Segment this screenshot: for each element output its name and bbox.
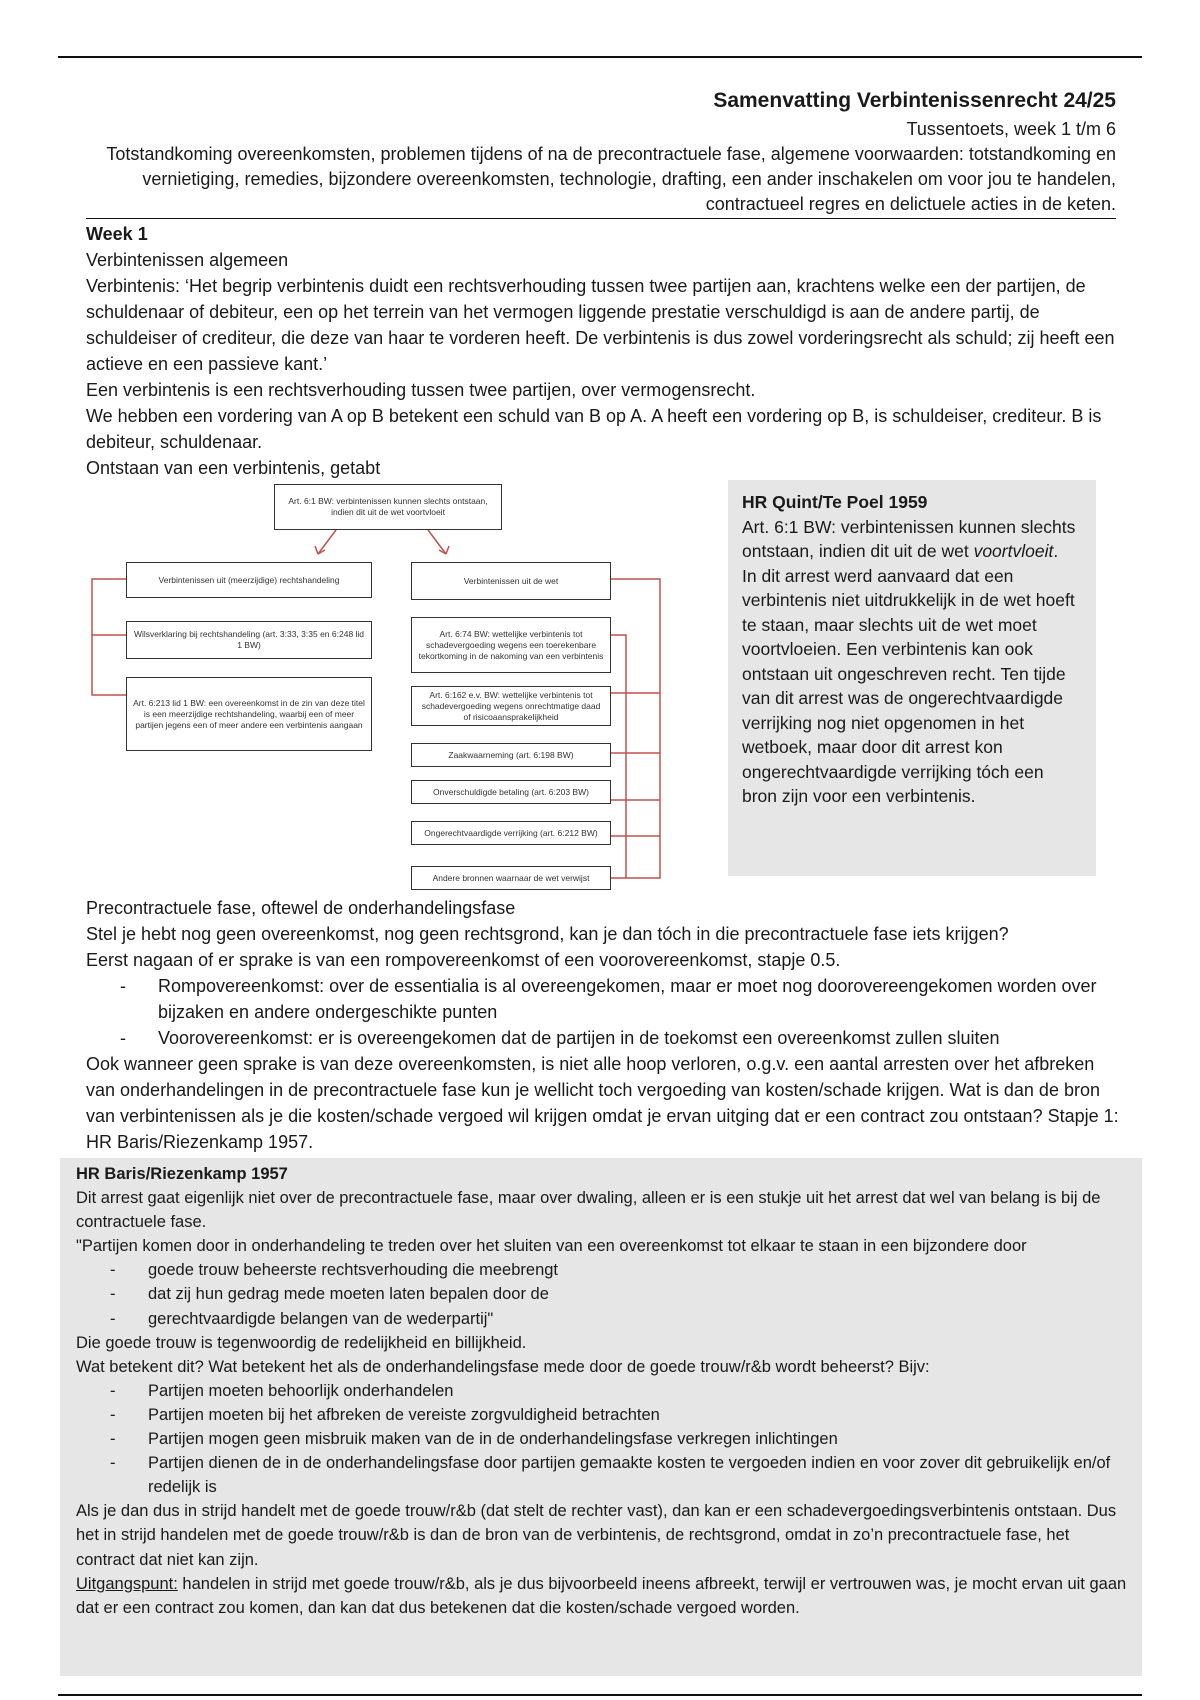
- document-header: [86, 86, 1116, 219]
- paragraph: Stel je hebt nog geen overeenkomst, nog geen rechtsgrond, kan je dan tóch in die precontractuele fase iets krijgen?: [86, 924, 1009, 944]
- diagram-right-item: Ongerechtvaardigde verrijking (art. 6:212 BW): [411, 821, 611, 845]
- case-title: HR Quint/Te Poel 1959: [742, 492, 928, 512]
- document-subtitle: Tussentoets, week 1 t/m 6: [906, 119, 1116, 139]
- paragraph: We hebben een vordering van A op B betekent een schuld van B op A. A heeft een vordering op B, is schuldeiser, crediteur. B is debiteur, schuldenaar.: [86, 406, 1102, 452]
- diagram-right-item: Onverschuldigde betaling (art. 6:203 BW): [411, 780, 611, 804]
- document-title: Samenvatting Verbintenissenrecht 24/25: [713, 89, 1116, 112]
- diagram-right-item: Andere bronnen waarnaar de wet verwijst: [411, 866, 611, 890]
- list-item: - Partijen moeten bij het afbreken de vereiste zorgvuldigheid betrachten: [76, 1403, 1128, 1427]
- document-topics: Totstandkoming overeenkomsten, problemen tijdens of na de precontractuele fase, algemene voorwaarden: totstandkoming en vernietiging, remedies, bijzondere overeenkomsten, technologie, drafting, een ander inschakelen om voor jou te handelen, contractueel regres en delictuele acties in de keten.: [86, 142, 1116, 219]
- diagram-left-head: Verbintenissen uit (meerzijdige) rechtshandeling: [126, 562, 372, 598]
- list-item: - gerechtvaardigde belangen van de wederpartij": [76, 1307, 1128, 1331]
- case-text: [742, 515, 1082, 564]
- paragraph: Wat betekent dit? Wat betekent het als de onderhandelingsfase mede door de goede trouw/r&b wordt beheerst? Bijv:: [76, 1357, 930, 1376]
- case-title: HR Baris/Riezenkamp 1957: [76, 1165, 288, 1183]
- case-box-baris: [60, 1158, 1142, 1676]
- paragraph: Ook wanneer geen sprake is van deze overeenkomsten, is niet alle hoop verloren, o.g.v. een aantal arresten over het afbreken van onderhandelingen in de precontractuele fase kun je wellicht toch vergoeding van kosten/schade krijgen. Wat is dan de bron van verbintenissen als je die kosten/schade vergoed wil krijgen omdat je ervan uitging dat er een contract zou ontstaan? Stapje 1: HR Baris/Riezenkamp 1957.: [86, 1054, 1119, 1152]
- diagram-right-item: Art. 6:74 BW: wettelijke verbintenis tot schadevergoeding wegens een toerekenbare tekortkoming in de nakoming van een verbintenis: [411, 617, 611, 673]
- paragraph: Die goede trouw is tegenwoordig de redelijkheid en billijkheid.: [76, 1333, 527, 1352]
- case-text-emphasis: voortvloeit: [973, 541, 1054, 561]
- diagram-right-item: Art. 6:162 e.v. BW: wettelijke verbintenis tot schadevergoeding wegens onrechtmatige daad of risicoaansprakelijkheid: [411, 686, 611, 726]
- paragraph: Een verbintenis is een rechtsverhouding tussen twee partijen, over vermogensrecht.: [86, 380, 756, 400]
- list-item: - Partijen mogen geen misbruik maken van de in de onderhandelingsfase verkregen inlichtingen: [76, 1427, 1128, 1451]
- case-box-quint: [728, 480, 1096, 876]
- quote: "Partijen komen door in onderhandeling te treden over het sluiten van een overeenkomst tot elkaar te staan in een bijzondere door: [76, 1237, 1027, 1256]
- bullet-list: [86, 973, 1126, 1051]
- precontract-section: [86, 895, 1126, 1155]
- diagram-right-item: Zaakwaarneming (art. 6:198 BW): [411, 743, 611, 767]
- list-item: - Voorovereenkomst: er is overeengekomen dat de partijen in de toekomst een overeenkomst zullen sluiten: [86, 1025, 1126, 1051]
- section-subheading: Verbintenissen algemeen: [86, 250, 289, 270]
- definition-paragraph: Verbintenis: ‘Het begrip verbintenis duidt een rechtsverhouding tussen twee partijen aan, krachtens welke een der partijen, de schuldenaar of debiteur, een op het terrein van het vermogen liggende prestatie verschuldigd is aan de andere partij, de schuldeiser of crediteur, die deze van haar te vorderen heeft. De verbintenis is dus zowel vorderingsrecht als schuld; zij heeft een actieve en een passieve kant.’: [86, 276, 1115, 374]
- case-text-part: Art. 6:1 BW: verbintenissen kunnen slechts ontstaan, indien dit uit de wet: [742, 516, 1076, 561]
- list-item: - Partijen moeten behoorlijk onderhandelen: [76, 1379, 1128, 1403]
- paragraph-text: handelen in strijd met goede trouw/r&b, als je dus bijvoorbeeld ineens afbreekt, terwijl er vertrouwen was, je mocht ervan uit gaan dat er een contract zou komen, dan kan dat dus betekenen dat die kosten/schade vergoed worden.: [76, 1574, 1127, 1617]
- diagram-root-box: Art. 6:1 BW: verbintenissen kunnen slechts ontstaan, indien dit uit de wet voortvloeit: [274, 484, 502, 530]
- week-heading: Week 1: [86, 224, 148, 244]
- paragraph: Als je dan dus in strijd handelt met de goede trouw/r&b (dat stelt de rechter vast), dan kan er een schadevergoedingsverbintenis ontstaan. Dus het in strijd handelen met de goede trouw/r&b is dan de bron van de verbintenis, de rechtsgrond, omdat in zo’n precontractuele fase, het contract dat niet kan zijn.: [76, 1502, 1117, 1569]
- list-item: - dat zij hun gedrag mede moeten laten bepalen door de: [76, 1282, 1128, 1306]
- paragraph: Dit arrest gaat eigenlijk niet over de precontractuele fase, maar over dwaling, alleen er is een stukje uit het arrest dat wel van belang is bij de contractuele fase.: [76, 1189, 1101, 1232]
- bottom-rule: [58, 1694, 1142, 1696]
- week1-section: [86, 221, 1126, 481]
- underlined-label: Uitgangspunt:: [76, 1574, 178, 1593]
- paragraph: Eerst nagaan of er sprake is van een rompovereenkomst of een voorovereenkomst, stapje 0.5.: [86, 950, 841, 970]
- bullet-list: [76, 1379, 1128, 1499]
- section-heading: Precontractuele fase, oftewel de onderhandelingsfase: [86, 898, 516, 918]
- quote-list: [76, 1258, 1128, 1330]
- paragraph: Ontstaan van een verbintenis, getabt: [86, 458, 381, 478]
- list-item: - Partijen dienen de in de onderhandelingsfase door partijen gemaakte kosten te vergoeden indien en voor zover dit gebruikelijk en/of redelijk is: [76, 1451, 1128, 1499]
- diagram-left-item: Art. 6:213 lid 1 BW: een overeenkomst in de zin van deze titel is een meerzijdige rechtshandeling, waarbij een of meer partijen jegens een of meer andere een verbintenis aangaan: [126, 677, 372, 751]
- source-diagram: [86, 478, 696, 893]
- paragraph: [76, 1572, 1128, 1620]
- case-text-part: .: [1053, 541, 1059, 561]
- top-rule: [58, 56, 1142, 58]
- case-text: In dit arrest werd aanvaard dat een verbintenis niet uitdrukkelijk in de wet hoeft te staan, maar slechts uit de wet moet voortvloeien. Een verbintenis kan ook ontstaan uit ongeschreven recht. Ten tijde van dit arrest was de ongerechtvaardigde verrijking nog niet opgenomen in het wetboek, maar door dit arrest kon ongerechtvaardigde verrijking tóch een bron zijn voor een verbintenis.: [742, 565, 1075, 806]
- list-item: - Rompovereenkomst: over de essentialia is al overeengekomen, maar er moet nog doorovereengekomen worden over bijzaken en andere ondergeschikte punten: [86, 973, 1126, 1025]
- list-item: - goede trouw beheerste rechtsverhouding die meebrengt: [76, 1258, 1128, 1282]
- diagram-right-head: Verbintenissen uit de wet: [411, 562, 611, 600]
- diagram-left-item: Wilsverklaring bij rechtshandeling (art. 3:33, 3:35 en 6:248 lid 1 BW): [126, 621, 372, 659]
